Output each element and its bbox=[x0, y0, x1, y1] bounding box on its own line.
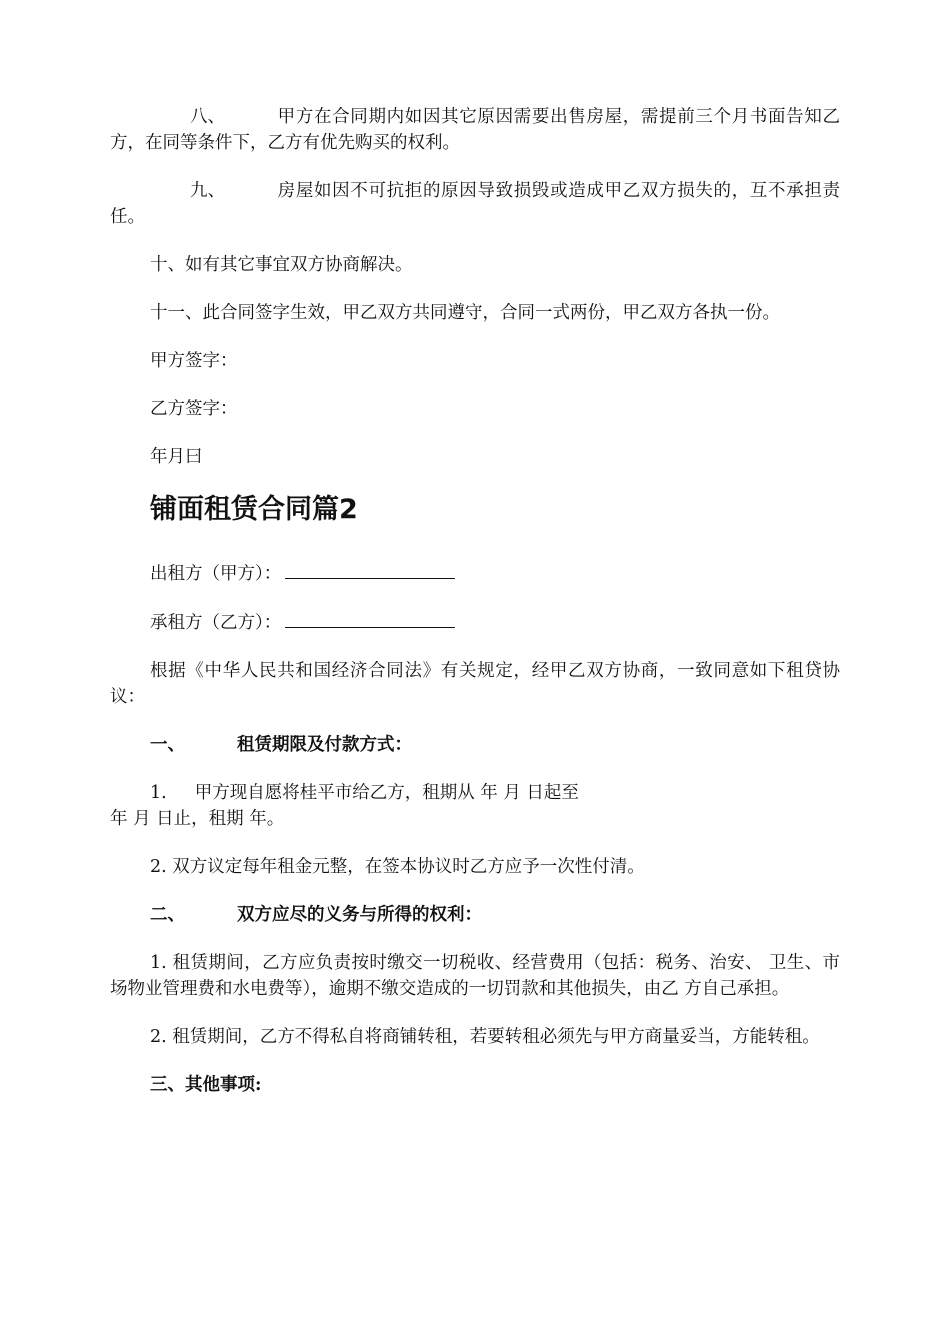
clause-9 bbox=[110, 178, 840, 230]
clause-8 bbox=[110, 104, 840, 156]
heading-1 bbox=[110, 732, 840, 758]
item-1-1-line1: 甲方现自愿将桂平市给乙方，租期从 年 月 日起至 bbox=[194, 783, 579, 803]
section-title: 铺面租赁合同篇2 bbox=[150, 494, 358, 525]
heading-2-text: 双方应尽的义务与所得的权利： bbox=[237, 905, 482, 925]
intro-paragraph: 根据《中华人民共和国经济合同法》有关规定，经甲乙双方协商，一致同意如下租贷协议： bbox=[110, 661, 840, 707]
clause-10: 十、如有其它事宜双方协商解决。 bbox=[150, 255, 413, 275]
item-1-1-number: 1. bbox=[150, 783, 167, 803]
clause-8-text: 甲方在合同期内如因其它原因需要出售房屋，需提前三个月书面告知乙 方，在同等条件下，乙方有优先购买的权利。 bbox=[110, 107, 840, 153]
signature-date: 年月曰 bbox=[150, 447, 203, 467]
heading-2 bbox=[110, 902, 840, 928]
lessee-label: 承租方（乙方）： bbox=[150, 613, 282, 633]
clause-9-number: 九、 bbox=[190, 181, 225, 201]
clause-11: 十一、此合同签字生效，甲乙双方共同遵守，合同一式两份，甲乙双方各执一份。 bbox=[150, 303, 780, 323]
signature-party-b: 乙方签字： bbox=[150, 399, 238, 419]
lessor-blank bbox=[285, 560, 455, 579]
item-1-2: 2. 双方议定每年租金元整，在签本协议时乙方应予一次性付清。 bbox=[150, 857, 645, 877]
clause-9-text: 房屋如因不可抗拒的原因导致损毁或造成甲乙双方损失的，互不承担责 任。 bbox=[110, 181, 840, 227]
heading-1-number: 一、 bbox=[150, 735, 185, 755]
item-2-2: 2. 租赁期间，乙方不得私自将商铺转租，若要转租必须先与甲方商量妥当，方能转租。 bbox=[150, 1027, 820, 1047]
signature-party-a: 甲方签字： bbox=[150, 351, 238, 371]
clause-8-number: 八、 bbox=[190, 107, 225, 127]
lessor-line bbox=[110, 560, 840, 587]
lessor-label: 出租方（甲方）： bbox=[150, 564, 282, 584]
heading-1-text: 租赁期限及付款方式： bbox=[237, 735, 412, 755]
document-content bbox=[110, 104, 840, 1098]
item-1-1-line2: 年 月 日止，租期 年。 bbox=[110, 809, 285, 829]
item-2-1: 1. 租赁期间，乙方应负责按时缴交一切税收、经营费用（包括：税务、治安、 卫生、市场物业管理费和水电费等），逾期不缴交造成的一切罚款和其他损失，由乙 方自己承担。 bbox=[110, 953, 840, 999]
item-1-1 bbox=[110, 780, 840, 832]
lessee-line bbox=[110, 609, 840, 636]
heading-3: 三、其他事项: bbox=[150, 1075, 262, 1095]
lessee-blank bbox=[285, 609, 455, 628]
heading-2-number: 二、 bbox=[150, 905, 185, 925]
